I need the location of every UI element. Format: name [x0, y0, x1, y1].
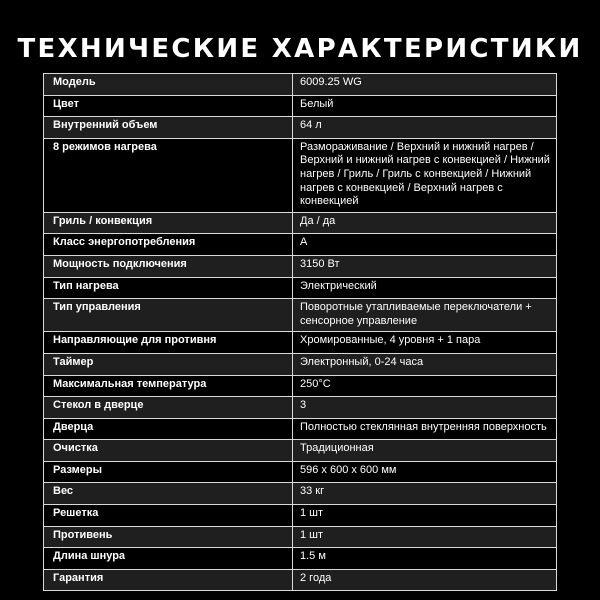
spec-value: Электрический: [293, 277, 557, 299]
spec-label: Цвет: [44, 95, 293, 117]
spec-row: [44, 548, 557, 570]
spec-value: 250°С: [293, 375, 557, 397]
spec-label: Тип управления: [44, 299, 293, 332]
spec-label: Противень: [44, 526, 293, 548]
spec-row: [44, 74, 557, 96]
spec-label: Вес: [44, 483, 293, 505]
spec-row: [44, 461, 557, 483]
spec-row: [44, 95, 557, 117]
spec-label: Длина шнура: [44, 548, 293, 570]
spec-label: Внутренний объем: [44, 117, 293, 139]
spec-value: 2 года: [293, 569, 557, 591]
spec-label: Направляющие для противня: [44, 332, 293, 354]
spec-label: Стекол в дверце: [44, 397, 293, 419]
spec-label: Тип нагрева: [44, 277, 293, 299]
spec-label: Размеры: [44, 461, 293, 483]
spec-label: Гриль / конвекция: [44, 212, 293, 234]
spec-row: [44, 255, 557, 277]
spec-value: 3150 Вт: [293, 255, 557, 277]
spec-label: Модель: [44, 74, 293, 96]
spec-row: [44, 526, 557, 548]
spec-row: [44, 332, 557, 354]
spec-value: Электронный, 0-24 часа: [293, 353, 557, 375]
spec-value: Да / да: [293, 212, 557, 234]
spec-table: [43, 73, 557, 591]
spec-row: [44, 569, 557, 591]
spec-table-body: [44, 74, 557, 591]
spec-value: 1.5 м: [293, 548, 557, 570]
spec-row: [44, 212, 557, 234]
spec-row: [44, 353, 557, 375]
spec-value: Полностью стеклянная внутренняя поверхность: [293, 418, 557, 440]
spec-value: 3: [293, 397, 557, 419]
spec-value: Традиционная: [293, 440, 557, 462]
spec-label: 8 режимов нагрева: [44, 138, 293, 212]
spec-row: [44, 397, 557, 419]
spec-value: 6009.25 WG: [293, 74, 557, 96]
spec-value: Хромированные, 4 уровня + 1 пара: [293, 332, 557, 354]
spec-value: Поворотные утапливаемые переключатели + сенсорное управление: [293, 299, 557, 332]
spec-row: [44, 483, 557, 505]
spec-row: [44, 138, 557, 212]
spec-label: Дверца: [44, 418, 293, 440]
spec-value: 596 х 600 х 600 мм: [293, 461, 557, 483]
page-title: ТЕХНИЧЕСКИЕ ХАРАКТЕРИСТИКИ: [17, 34, 583, 64]
spec-row: [44, 505, 557, 527]
spec-row: [44, 375, 557, 397]
spec-value: 1 шт: [293, 526, 557, 548]
spec-value: Размораживание / Верхний и нижний нагрев / Верхний и нижний нагрев с конвекцией / Нижний нагрев / Гриль / Гриль с конвекцией / Нижний нагрев с конвекцией / Верхний нагрев с конвекцией: [293, 138, 557, 212]
spec-value: 64 л: [293, 117, 557, 139]
spec-row: [44, 234, 557, 256]
spec-label: Мощность подключения: [44, 255, 293, 277]
spec-label: Гарантия: [44, 569, 293, 591]
spec-value: 33 кг: [293, 483, 557, 505]
spec-row: [44, 277, 557, 299]
spec-row: [44, 440, 557, 462]
spec-label: Таймер: [44, 353, 293, 375]
spec-label: Класс энергопотребления: [44, 234, 293, 256]
spec-row: [44, 299, 557, 332]
spec-value: Белый: [293, 95, 557, 117]
spec-value: А: [293, 234, 557, 256]
spec-label: Решетка: [44, 505, 293, 527]
spec-row: [44, 117, 557, 139]
spec-label: Максимальная температура: [44, 375, 293, 397]
spec-row: [44, 418, 557, 440]
spec-value: 1 шт: [293, 505, 557, 527]
spec-label: Очистка: [44, 440, 293, 462]
